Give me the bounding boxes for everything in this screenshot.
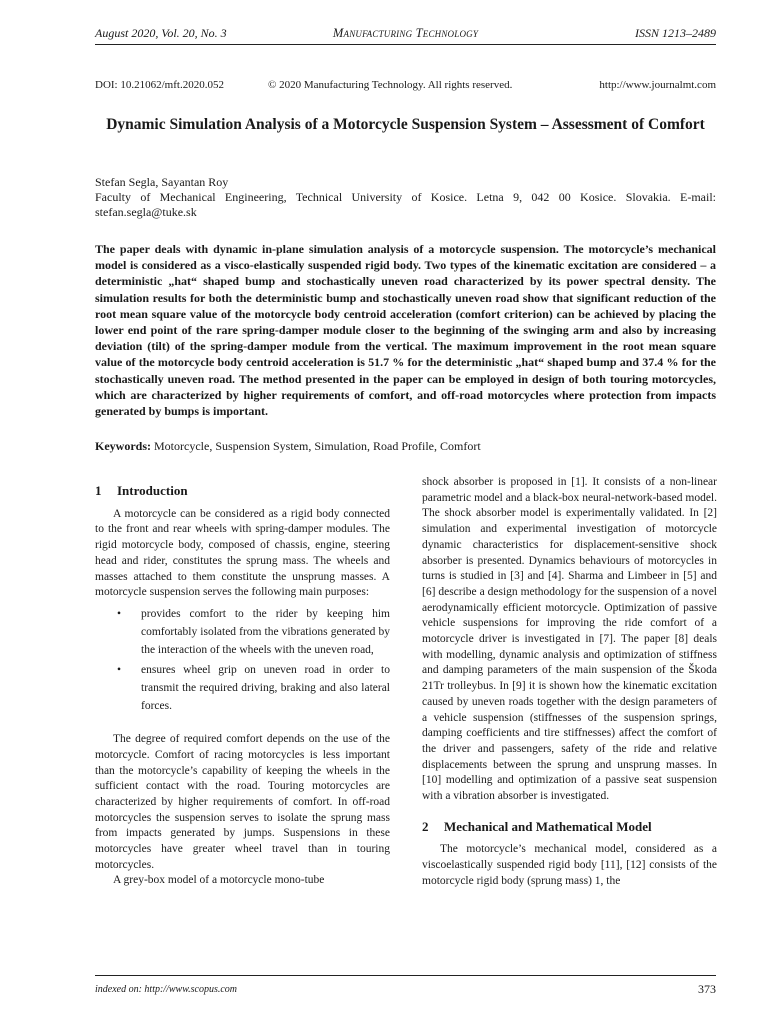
- right-column: [422, 475, 717, 890]
- intro-paragraph-3-start: A grey-box model of a motorcycle mono-tube: [113, 874, 325, 887]
- intro-paragraph-2: The degree of required comfort depends on the use of the motorcycle. Comfort of racing motorcycles is less important than the motorcycle’s capability of keeping the wheels in the sufficient contact with the road. Touring motorcycles are characterized by higher requirements of comfort. In off-road motorcycles the suspension serves to isolate the sprung mass from impacts generated by jumps. Suspensions in these motorcycles have greater wheel travel than in touring motorcycles.: [95, 733, 390, 871]
- footer-index-link[interactable]: indexed on: http://www.scopus.com: [95, 984, 238, 995]
- doi-row: [95, 79, 716, 93]
- author-names: Stefan Segla, Sayantan Roy: [95, 175, 229, 189]
- left-column: [95, 475, 390, 889]
- author-affiliation: Faculty of Mechanical Engineering, Technical University of Kosice. Letna 9, 042 00 Kosice. Slovakia. E-mail: stefan.segla@tuke.sk: [95, 190, 716, 219]
- section-number: 1: [95, 483, 102, 498]
- section-heading-introduction: [95, 483, 390, 499]
- purpose-list: [95, 605, 390, 715]
- intro-paragraph-3-continued: shock absorber is proposed in [1]. It consists of a non-linear parametric model and a black-box neural-network-based model. The shock absorber model is experimentally validated. In [2] simulation and experimental investigation of motorcycle dynamic characteristics for displacement-sensitive shock absorber is presented. Dynamics behaviours of motorcycles in turns is studied in [3] and [4]. Sharma and Limbeer in [5] and [6] describe a design methodology for the suspension of a novel aerodynamically efficient motorcycle. Optimization of passive vehicle suspensions for improving the ride comfort of a motorcycle driver is investigated in [7]. The paper [8] deals with modelling, dynamic analysis and optimization of stiffness and damping parameters of the main suspension of the Škoda 21Tr trolleybus. In [9] it is shown how the kinematic excitation caused by uneven roads together with the design parameters of a vehicle suspension (stiffnesses of the suspension springs, damping coefficients and tire stiffnesses) affect the comfort of the driver and passengers, safety of the ride and relative displacements between the sprung and unsprung masses. In [10] modelling and optimization of a passive seat suspension with a vibration absorber is investigated.: [422, 476, 717, 803]
- page-number: 373: [698, 982, 716, 996]
- doi: DOI: 10.21062/mft.2020.052: [95, 79, 224, 91]
- journal-url-link[interactable]: http://www.journalmt.com: [599, 79, 716, 91]
- list-item: [95, 605, 390, 660]
- author-block: [95, 175, 716, 220]
- copyright-notice: © 2020 Manufacturing Technology. All rights reserved.: [268, 79, 513, 91]
- header-journal-name: Manufacturing Technology: [332, 26, 479, 40]
- list-item-text: ensures wheel grip on uneven road in order to transmit the required driving, braking and also lateral forces.: [141, 663, 390, 712]
- bullet-icon: •: [117, 663, 122, 676]
- intro-paragraph-1: A motorcycle can be considered as a rigid body connected to the front and rear wheels with spring-damper modules. The rigid motorcycle body, composed of chassis, engine, steering head and rider, constitutes the sprung mass. The wheels and masses attached to them constitute the unsprung masses. A motorcycle suspension serves the following main purposes:: [95, 507, 390, 599]
- section-number: 2: [422, 818, 429, 834]
- header-issn: ISSN 1213–2489: [635, 26, 716, 40]
- list-item-text: provides comfort to the rider by keeping him comfortably isolated from the vibrations generated by the interaction of the wheels with the uneven road,: [141, 607, 390, 657]
- list-item: [95, 661, 390, 716]
- section-heading-model: [422, 819, 717, 835]
- keywords-label: Keywords:: [95, 439, 151, 453]
- keywords-text: Motorcycle, Suspension System, Simulation, Road Profile, Comfort: [154, 439, 481, 453]
- section-title: Introduction: [117, 483, 188, 498]
- keywords: [95, 439, 716, 454]
- model-paragraph-1: The motorcycle’s mechanical model, considered as a viscoelastically suspended rigid body [11], [12] consists of the motorcycle rigid body (sprung mass) 1, the: [422, 843, 717, 887]
- paper-title: Dynamic Simulation Analysis of a Motorcycle Suspension System – Assessment of Comfort: [106, 116, 705, 133]
- bullet-icon: •: [117, 607, 122, 620]
- running-header: [95, 26, 716, 45]
- header-issue: August 2020, Vol. 20, No. 3: [95, 26, 227, 40]
- section-title: Mechanical and Mathematical Model: [444, 818, 652, 834]
- abstract: The paper deals with dynamic in-plane simulation analysis of a motorcycle suspension. The motorcycle’s mechanical model is considered as a visco-elastically suspended rigid body. Two types of the kinematic excitation are considered – a deterministic „hat“ shaped bump and stochastically uneven road characterized by its power spectral density. The simulation results for both the deterministic bump and stochastically uneven road show that significant reduction of the root mean square value of the motorcycle body centroid acceleration (comfort criterion) can be achieved by placing the lower end point of the rare spring-damper module closer to the beginning of the swinging arm and also by increasing deviation (tilt) of the spring-damper module from the vertical. The maximum improvement in the root mean square value of the motorcycle body centroid acceleration is 51.7 % for the deterministic „hat“ shaped bump and 37.4 % for the stochastically uneven road. The method presented in the paper can be employed in design of both touring motorcycles, which are characterized by higher requirements of comfort, and off-road motorcycles where protection from impacts generated by bumps is important.: [95, 242, 716, 419]
- page-footer: [95, 975, 716, 996]
